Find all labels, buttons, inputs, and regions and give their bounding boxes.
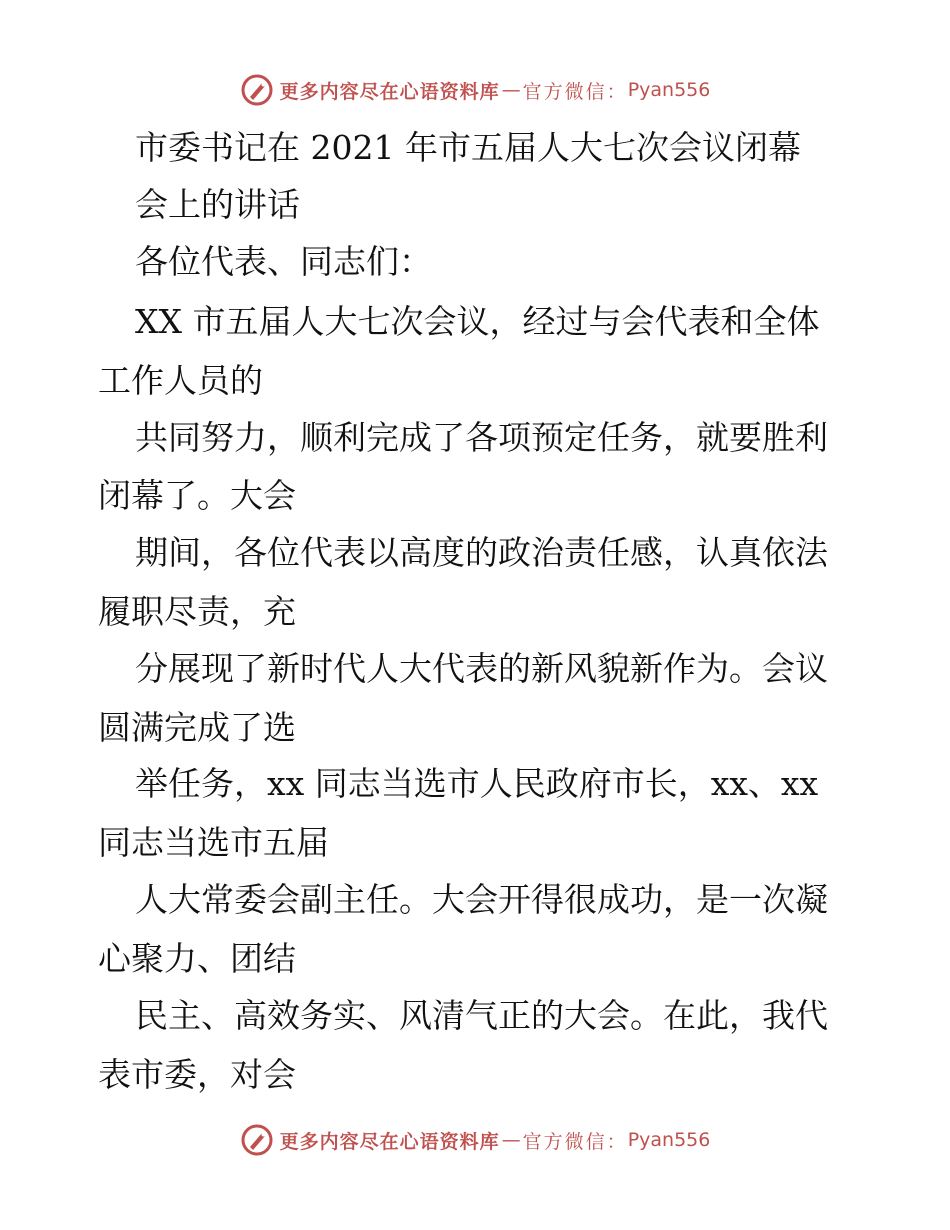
paragraph-line: 表市委，对会 — [98, 1055, 296, 1094]
paragraph-line: 心聚力、团结 — [98, 939, 296, 978]
banner-separator: — — [501, 79, 521, 101]
header-banner — [0, 68, 950, 112]
pen-nib-logo-icon — [240, 1123, 274, 1157]
banner-wechat-label: 官方微信： — [522, 80, 628, 103]
paragraph-line: 民主、高效务实、风清气正的大会。在此，我代 — [135, 996, 828, 1035]
paragraph-line: 期间，各位代表以高度的政治责任感，认真依法 — [135, 533, 828, 572]
paragraph-line: XX 市五届人大七次会议，经过与会代表和全体 — [135, 302, 820, 341]
pen-nib-logo-icon — [240, 73, 274, 107]
paragraph-line: 圆满完成了选 — [98, 708, 296, 747]
paragraph-line: 举任务，xx 同志当选市人民政府市长，xx、xx — [135, 764, 819, 803]
paragraph-line: 履职尽责，充 — [98, 592, 296, 631]
paragraph-line: 共同努力，顺利完成了各项预定任务，就要胜利 — [135, 418, 828, 457]
footer-banner — [0, 1118, 950, 1162]
banner-brand-text: 更多内容尽在心语资料库 — [279, 1130, 500, 1153]
banner-wechat-label: 官方微信： — [522, 1130, 628, 1153]
banner-wechat-id: Pyan556 — [627, 1129, 711, 1151]
paragraph-line: 工作人员的 — [98, 361, 263, 400]
paragraph-line: 分展现了新时代人大代表的新风貌新作为。会议 — [135, 649, 828, 688]
banner-brand-text: 更多内容尽在心语资料库 — [279, 80, 500, 103]
document-title-line-1: 市委书记在 2021 年市五届人大七次会议闭幕 — [135, 128, 801, 167]
banner-wechat-id: Pyan556 — [627, 79, 711, 101]
paragraph-line: 人大常委会副主任。大会开得很成功，是一次凝 — [135, 880, 828, 919]
paragraph-line: 闭幕了。大会 — [98, 476, 296, 515]
salutation: 各位代表、同志们： — [135, 242, 432, 281]
document-title-line-2: 会上的讲话 — [135, 185, 300, 224]
banner-separator: — — [501, 1129, 521, 1151]
paragraph-line: 同志当选市五届 — [98, 823, 329, 862]
